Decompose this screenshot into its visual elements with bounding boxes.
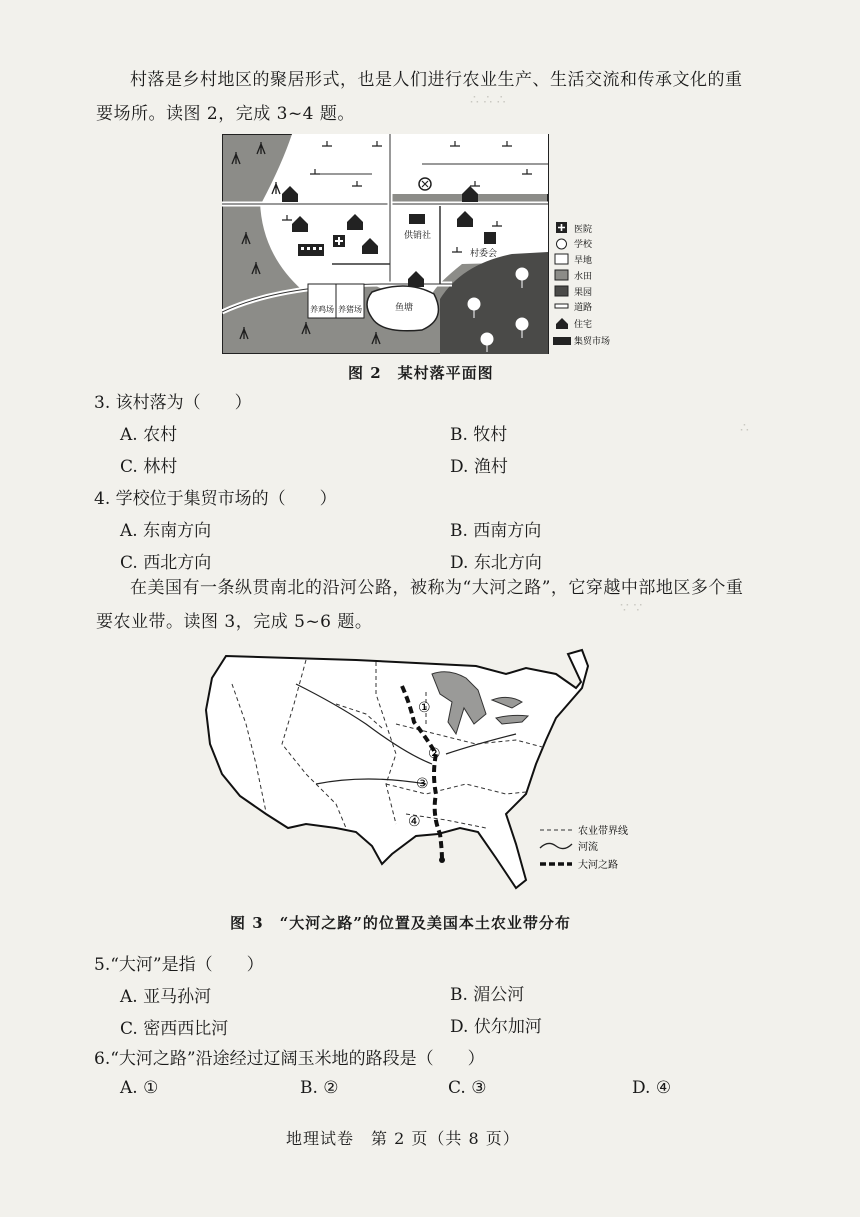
question-3-stem: 3. 该村落为（ ）	[94, 393, 252, 413]
question-6-option-b[interactable]: B. ②	[300, 1078, 339, 1098]
intro-paragraph-1-line-2: 要场所。读图 2，完成 3~4 题。	[96, 104, 355, 124]
question-4-option-d[interactable]: D. 东北方向	[450, 553, 542, 573]
bleed-through-texture: ∴ ∴ ∴	[470, 92, 506, 108]
paddy-icon	[555, 270, 568, 280]
question-5-option-c[interactable]: C. 密西西比河	[120, 1019, 229, 1039]
market-icon	[553, 337, 571, 345]
figure-2-village-map	[222, 134, 620, 354]
page-footer: 地理试卷 第 2 页（共 8 页）	[286, 1129, 520, 1148]
legend-label-river: 河流	[578, 842, 598, 853]
us-outline	[206, 650, 588, 888]
question-5-option-b[interactable]: B. 湄公河	[450, 985, 525, 1005]
figure-3-legend	[540, 824, 628, 871]
question-6-option-a[interactable]: A. ①	[120, 1078, 159, 1098]
legend-label-school: 学校	[574, 240, 593, 250]
label-chicken-farm: 养鸡场	[310, 305, 334, 314]
legend-label-hospital: 医院	[574, 225, 593, 235]
intro-paragraph-2-line-1: 在美国有一条纵贯南北的沿河公路，被称为“大河之路”，它穿越中部地区多个重	[130, 578, 744, 598]
question-6-option-d[interactable]: D. ④	[632, 1078, 672, 1098]
house-icon	[556, 318, 568, 329]
question-4-option-b[interactable]: B. 西南方向	[450, 521, 542, 541]
question-4-stem: 4. 学校位于集贸市场的（ ）	[94, 489, 337, 509]
question-3-option-c[interactable]: C. 林村	[120, 457, 178, 477]
bleed-through-texture: ∵ ∵	[620, 600, 643, 616]
figure-3-us-map	[196, 644, 666, 892]
river-icon	[540, 843, 572, 848]
school-icon	[557, 239, 567, 249]
question-3-option-a[interactable]: A. 农村	[120, 425, 178, 445]
legend-label-house: 住宅	[574, 320, 593, 330]
legend-label-dryland: 旱地	[574, 256, 593, 266]
orchard-icon	[555, 286, 568, 296]
question-4-option-c[interactable]: C. 西北方向	[120, 553, 212, 573]
label-fish-pond: 鱼塘	[395, 303, 414, 313]
question-5-option-a[interactable]: A. 亚马孙河	[120, 987, 212, 1007]
question-3-option-b[interactable]: B. 牧村	[450, 425, 508, 445]
segment-marker-2: ②	[428, 746, 441, 762]
question-5-stem: 5.“大河”是指（ ）	[94, 955, 264, 975]
road-icon	[555, 304, 568, 308]
legend-label-paddy: 水田	[574, 272, 593, 282]
legend-label-orchard: 果园	[574, 288, 593, 298]
intro-paragraph-1-line-1: 村落是乡村地区的聚居形式，也是人们进行农业生产、生活交流和传承文化的重	[130, 70, 743, 90]
segment-marker-1: ①	[418, 700, 431, 716]
segment-marker-4: ④	[408, 814, 421, 830]
legend-label-agri-boundary: 农业带界线	[578, 826, 628, 837]
label-supply-coop: 供销社	[404, 231, 432, 241]
question-3-option-d[interactable]: D. 渔村	[450, 457, 508, 477]
legend-label-market: 集贸市场	[574, 337, 611, 347]
bleed-through-texture: ∴	[740, 420, 749, 436]
figure-2-caption: 图 2 某村落平面图	[348, 364, 494, 382]
segment-marker-3: ③	[416, 776, 429, 792]
question-5-option-d[interactable]: D. 伏尔加河	[450, 1017, 542, 1037]
legend-label-great-river-road: 大河之路	[578, 860, 618, 871]
question-4-option-a[interactable]: A. 东南方向	[120, 521, 212, 541]
intro-paragraph-2-line-2: 要农业带。读图 3，完成 5~6 题。	[96, 612, 373, 632]
figure-3-caption: 图 3 “大河之路”的位置及美国本土农业带分布	[230, 914, 571, 932]
dryland-icon	[555, 254, 568, 264]
label-village-committee: 村委会	[470, 249, 498, 259]
question-6-stem: 6.“大河之路”沿途经过辽阔玉米地的路段是（ ）	[94, 1049, 485, 1069]
figure-2-legend	[553, 222, 610, 347]
legend-label-road: 道路	[574, 303, 593, 313]
question-6-option-c[interactable]: C. ③	[448, 1078, 487, 1098]
label-pig-farm: 养猪场	[338, 305, 362, 314]
